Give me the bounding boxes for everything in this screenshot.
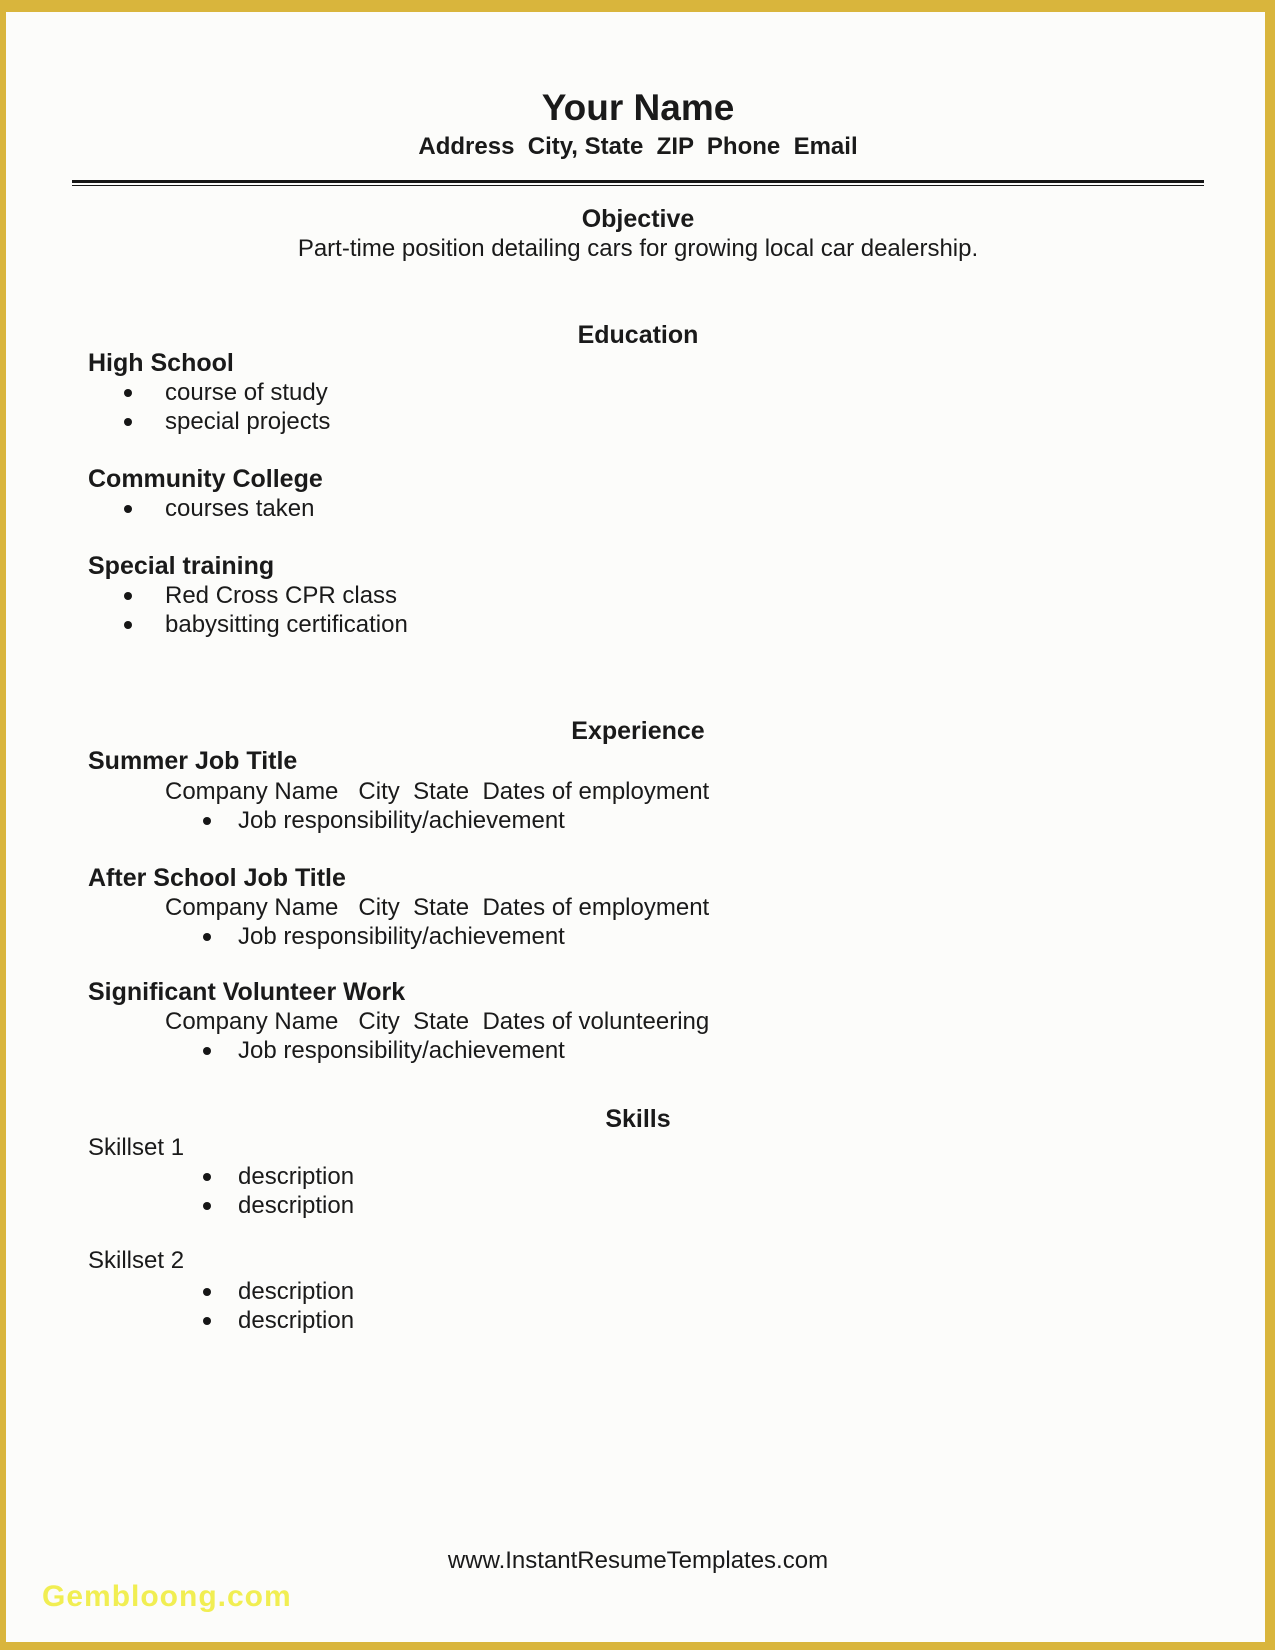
experience-entry-title: Summer Job Title	[88, 747, 298, 775]
skills-entry-title: Skillset 2	[88, 1247, 185, 1274]
bullet-label: course of study	[165, 379, 328, 406]
bullet-icon	[124, 389, 132, 397]
watermark: Gembloong.com	[42, 1580, 292, 1613]
bullet-label: description	[238, 1192, 355, 1219]
bullet-icon	[124, 418, 132, 426]
section-heading-experience: Experience	[571, 717, 705, 745]
resume-name: Your Name	[541, 87, 735, 128]
bullet-label: Red Cross CPR class	[165, 582, 398, 609]
bullet-item	[0, 1191, 1275, 1220]
bullet-label: Job responsibility/achievement	[238, 923, 565, 950]
bullet-icon	[124, 505, 132, 513]
bullet-icon	[203, 1317, 211, 1325]
contact-line: Address City, State ZIP Phone Email	[418, 133, 858, 160]
bullet-label: Job responsibility/achievement	[238, 1037, 565, 1064]
bullet-label: description	[238, 1307, 355, 1334]
bullet-label: description	[238, 1278, 355, 1305]
experience-entry-title: After School Job Title	[88, 864, 346, 892]
objective-heading: Objective	[581, 205, 695, 233]
bullet-icon	[203, 1288, 211, 1296]
experience-entry-subtitle: Company Name City State Dates of employment	[165, 778, 710, 805]
bullet-item	[0, 378, 1275, 407]
bullet-icon	[203, 817, 211, 825]
bullet-item	[0, 1277, 1275, 1306]
header-rule	[72, 180, 1204, 186]
bullet-item	[0, 922, 1275, 951]
bullet-icon	[203, 933, 211, 941]
objective-text: Part-time position detailing cars for growing local car dealership.	[297, 235, 979, 262]
frame-border-bottom	[0, 1642, 1275, 1650]
bullet-label: description	[238, 1163, 355, 1190]
bullet-item	[0, 494, 1275, 523]
bullet-icon	[203, 1047, 211, 1055]
bullet-item	[0, 806, 1275, 835]
bullet-item	[0, 1162, 1275, 1191]
experience-entry-title: Significant Volunteer Work	[88, 978, 406, 1006]
section-heading-education: Education	[577, 321, 699, 349]
experience-entry-subtitle: Company Name City State Dates of employment	[165, 894, 710, 921]
bullet-icon	[203, 1173, 211, 1181]
bullet-label: Job responsibility/achievement	[238, 807, 565, 834]
bullet-item	[0, 1306, 1275, 1335]
section-heading-skills: Skills	[605, 1105, 671, 1133]
education-entry-title: Special training	[88, 552, 275, 580]
bullet-item	[0, 407, 1275, 436]
bullet-item	[0, 581, 1275, 610]
bullet-label: special projects	[165, 408, 331, 435]
education-entry-title: Community College	[88, 465, 323, 493]
bullet-label: babysitting certification	[165, 611, 408, 638]
bullet-icon	[124, 621, 132, 629]
bullet-icon	[124, 592, 132, 600]
bullet-label: courses taken	[165, 495, 315, 522]
bullet-icon	[203, 1202, 211, 1210]
frame-border-top	[0, 0, 1275, 12]
bullet-item	[0, 610, 1275, 639]
bullet-item	[0, 1036, 1275, 1065]
skills-entry-title: Skillset 1	[88, 1134, 185, 1161]
education-entry-title: High School	[88, 349, 234, 377]
footer-url: www.InstantResumeTemplates.com	[447, 1547, 829, 1574]
experience-entry-subtitle: Company Name City State Dates of volunteering	[165, 1008, 710, 1035]
